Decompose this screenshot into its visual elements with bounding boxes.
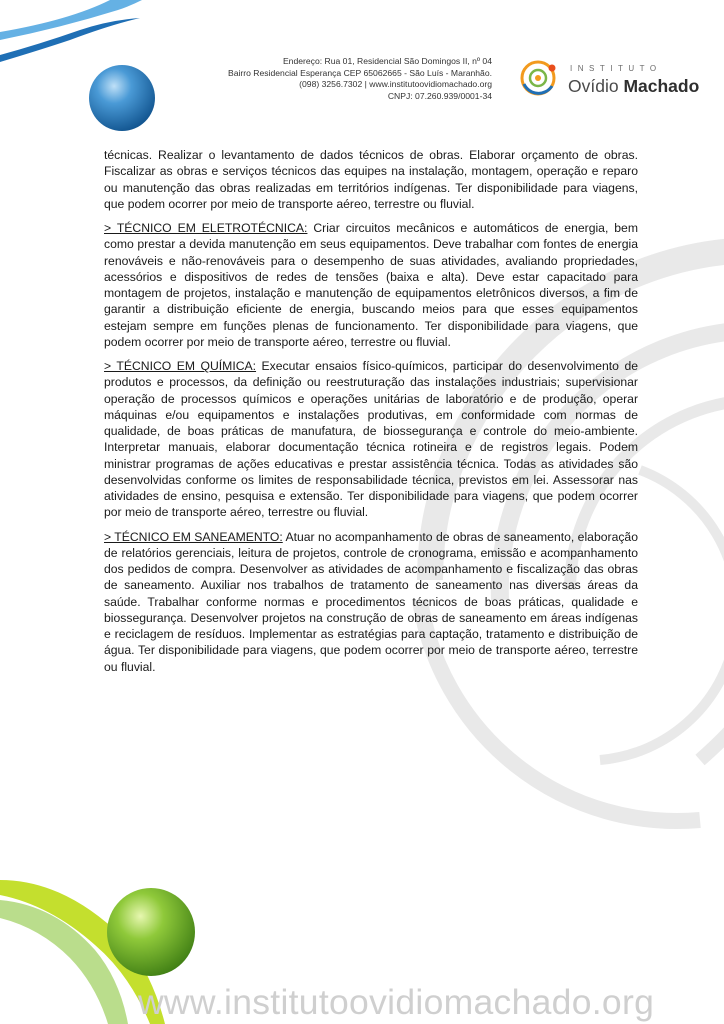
paragraph-saneamento	[104, 529, 638, 675]
logo-name	[568, 76, 699, 97]
logo-name-bold: Machado	[623, 76, 700, 96]
document-body	[104, 147, 638, 683]
section-title: > TÉCNICO EM SANEAMENTO:	[104, 529, 283, 544]
section-title: > TÉCNICO EM QUÍMICA:	[104, 359, 257, 373]
address-line: Bairro Residencial Esperança CEP 65062665 - São Luís - Maranhão.	[227, 67, 492, 78]
header-address	[162, 56, 492, 102]
green-sphere	[107, 888, 195, 976]
blue-sphere	[89, 65, 155, 131]
paragraph-quimica	[104, 358, 638, 521]
paragraph: técnicas. Realizar o levantamento de dados técnicos de obras. Elaborar orçamento de obras. Fiscalizar as obras e serviços técnicos das equipes na instalação, montagem, operação e reparo ou manutenção das obras realizadas em territórios indígenas. Ter disponibilidade para viagens, que podem ocorrer por meio de transporte aéreo, terrestre ou fluvial.	[104, 148, 638, 211]
section-title: > TÉCNICO EM ELETROTÉCNICA:	[104, 221, 308, 235]
paragraph-eletrotecnica	[104, 220, 638, 350]
footer-website: www.institutoovidiomachado.org	[138, 982, 655, 1022]
address-line: Endereço: Rua 01, Residencial São Domingos II, nº 04	[282, 56, 492, 66]
logo-name-regular: Ovídio	[568, 76, 619, 96]
address-line: (098) 3256.7302 | www.institutoovidiomachado.org	[299, 79, 492, 89]
logo-emblem-icon	[518, 56, 564, 100]
section-text: Executar ensaios físico-químicos, participar do desenvolvimento de produtos e processos, da definição ou reestruturação das instalações industriais; supervisionar operação de processos químicos e operações unitárias de laboratório e de produção, operar máquinas e/ou equipamentos e instalações produtivas, em conformidade com normas de qualidade, de boas práticas de manufatura, de biossegurança e controle do meio-ambiente. Interpretar manuais, elaborar documentação técnica rotineira e de registros legais. Podem ministrar programas de ações educativas e prestar assistência técnica. Todas as atividades são desenvolvidas conforme os limites de responsabilidade técnica, previstos em lei. Assessorar nas atividades de ensino, pesquisa e extensão. Ter disponibilidade para viagens, que podem ocorrer por meio de transporte aéreo, terrestre ou fluvial.	[104, 359, 638, 520]
section-text: Criar circuitos mecânicos e automáticos de energia, bem como prestar a devida manutenção em seus equipamentos. Deve trabalhar com fontes de energia renováveis e não-renováveis para o desempenho de suas atividades, avaliando propriedades, acessórios e dispositivos de redes de tensões (baixa e alta). Deve estar capacitado para montagem de projetos, instalação e manutenção de equipamentos eletrônicos diversos, a fim de garantir a distribuição eficiente de energia, buscando meios para que esses equipamentos estejam sempre em funções plenas de funcionamento. Ter disponibilidade para viagens, que podem ocorrer por meio de transporte aéreo, terrestre ou fluvial.	[104, 221, 638, 349]
address-line: CNPJ: 07.260.939/0001-34	[387, 90, 492, 101]
logo-instituto-text: INSTITUTO	[570, 64, 662, 73]
institute-logo	[518, 56, 698, 100]
section-text: Atuar no acompanhamento de obras de saneamento, elaboração de relatórios gerenciais, leitura de projetos, controle de cronograma, emissão e acompanhamento dos pedidos de compra. Desenvolver as atividades de acompanhamento e fiscalização das obras de saneamento. Auxiliar nos trabalhos de tratamento de saneamento nas diversas áreas da saúde. Trabalhar conforme normas e procedimentos técnicos de boas práticas, qualidade e biossegurança. Desenvolver projetos na construção de obras de saneamento em áreas indígenas e reciclagem de resíduos. Implementar as estratégias para captação, tratamento e distribuição de água. Ter disponibilidade para viagens, que podem ocorrer por meio de transporte aéreo, terrestre ou fluvial.	[104, 529, 638, 674]
